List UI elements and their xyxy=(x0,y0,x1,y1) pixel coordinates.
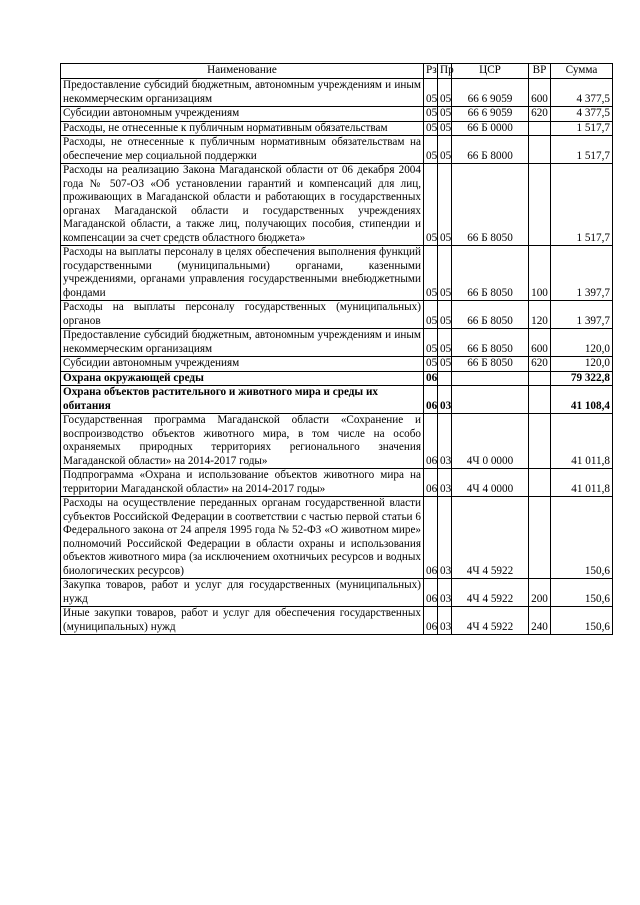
cell-name: Расходы, не отнесенные к публичным нормативным обязательствам на обеспечение мер социальной поддержки xyxy=(61,136,424,164)
cell-pr: 05 xyxy=(438,136,452,164)
cell-pr: 03 xyxy=(438,497,452,579)
cell-pr: 05 xyxy=(438,246,452,301)
cell-pr: 03 xyxy=(438,607,452,635)
cell-vr xyxy=(529,386,551,414)
cell-rz: 06 xyxy=(424,579,438,607)
cell-rz: 06 xyxy=(424,386,438,414)
table-row xyxy=(61,357,613,372)
header-csr: ЦСР xyxy=(452,64,529,79)
cell-rz: 05 xyxy=(424,121,438,136)
cell-vr: 120 xyxy=(529,301,551,329)
cell-rz: 05 xyxy=(424,246,438,301)
cell-pr: 03 xyxy=(438,579,452,607)
cell-rz: 05 xyxy=(424,136,438,164)
cell-name: Предоставление субсидий бюджетным, автономным учреждениям и иным некоммерческим организациям xyxy=(61,79,424,107)
cell-vr: 600 xyxy=(529,79,551,107)
cell-name: Предоставление субсидий бюджетным, автономным учреждениям и иным некоммерческим организациям xyxy=(61,329,424,357)
table-body xyxy=(61,79,613,635)
cell-csr: 66 Б 8050 xyxy=(452,329,529,357)
cell-name: Государственная программа Магаданской области «Сохранение и воспроизводство объектов животного мира, в том числе на особо охраняемых природных территориях регионального значения Магаданской области» на 2014-2017 годы» xyxy=(61,414,424,469)
cell-pr: 03 xyxy=(438,469,452,497)
cell-csr: 66 Б 8050 xyxy=(452,246,529,301)
cell-csr: 66 6 9059 xyxy=(452,107,529,122)
cell-sum: 150,6 xyxy=(551,579,613,607)
cell-sum: 1 517,7 xyxy=(551,164,613,246)
table-row xyxy=(61,246,613,301)
cell-csr xyxy=(452,386,529,414)
table-row xyxy=(61,301,613,329)
table-row xyxy=(61,107,613,122)
cell-rz: 06 xyxy=(424,371,438,386)
table-header-row xyxy=(61,64,613,79)
cell-sum: 1 517,7 xyxy=(551,121,613,136)
cell-csr: 66 Б 8050 xyxy=(452,357,529,372)
cell-sum: 150,6 xyxy=(551,607,613,635)
header-vr: ВР xyxy=(529,64,551,79)
table-row xyxy=(61,386,613,414)
cell-vr xyxy=(529,136,551,164)
cell-vr xyxy=(529,497,551,579)
cell-vr: 620 xyxy=(529,357,551,372)
cell-rz: 05 xyxy=(424,329,438,357)
cell-name: Закупка товаров, работ и услуг для государственных (муниципальных) нужд xyxy=(61,579,424,607)
cell-csr: 66 6 9059 xyxy=(452,79,529,107)
cell-rz: 05 xyxy=(424,107,438,122)
cell-vr xyxy=(529,164,551,246)
cell-name: Расходы, не отнесенные к публичным нормативным обязательствам xyxy=(61,121,424,136)
cell-vr xyxy=(529,121,551,136)
table-row xyxy=(61,371,613,386)
cell-csr: 66 Б 0000 xyxy=(452,121,529,136)
cell-rz: 05 xyxy=(424,79,438,107)
table-row xyxy=(61,164,613,246)
cell-csr xyxy=(452,371,529,386)
table-row xyxy=(61,414,613,469)
header-name: Наименование xyxy=(61,64,424,79)
cell-csr: 66 Б 8050 xyxy=(452,301,529,329)
cell-rz: 06 xyxy=(424,414,438,469)
cell-name: Субсидии автономным учреждениям xyxy=(61,357,424,372)
cell-name: Расходы на выплаты персоналу в целях обеспечения выполнения функций государственными (муниципальными) органами, казенными учреждениями, органами управления государственными внебюджетными фондами xyxy=(61,246,424,301)
cell-pr: 05 xyxy=(438,329,452,357)
cell-pr xyxy=(438,371,452,386)
table-row xyxy=(61,469,613,497)
header-pr: Пр xyxy=(438,64,452,79)
table-row xyxy=(61,579,613,607)
cell-csr: 4Ч 0 0000 xyxy=(452,414,529,469)
cell-csr: 4Ч 4 0000 xyxy=(452,469,529,497)
cell-rz: 05 xyxy=(424,164,438,246)
cell-rz: 06 xyxy=(424,607,438,635)
cell-rz: 06 xyxy=(424,469,438,497)
header-rz: Рз xyxy=(424,64,438,79)
table-row xyxy=(61,136,613,164)
cell-name: Расходы на осуществление переданных органам государственной власти субъектов Российской Федерации в соответствии с частью первой статьи 6 Федерального закона от 24 апреля 1995 года № 52-ФЗ «О животном мире» полномочий Российской Федерации в области охраны и использования объектов животного мира (за исключением охотничьих ресурсов и водных биологических ресурсов) xyxy=(61,497,424,579)
cell-name: Подпрограмма «Охрана и использование объектов животного мира на территории Магаданской области» на 2014-2017 годы» xyxy=(61,469,424,497)
cell-vr: 100 xyxy=(529,246,551,301)
cell-vr: 620 xyxy=(529,107,551,122)
cell-pr: 05 xyxy=(438,107,452,122)
cell-pr: 05 xyxy=(438,301,452,329)
cell-rz: 05 xyxy=(424,357,438,372)
cell-sum: 150,6 xyxy=(551,497,613,579)
cell-vr xyxy=(529,414,551,469)
cell-name: Охрана объектов растительного и животного мира и среды их обитания xyxy=(61,386,424,414)
cell-rz: 06 xyxy=(424,497,438,579)
cell-sum: 1 517,7 xyxy=(551,136,613,164)
cell-pr: 03 xyxy=(438,414,452,469)
cell-sum: 79 322,8 xyxy=(551,371,613,386)
cell-vr xyxy=(529,371,551,386)
cell-csr: 66 Б 8050 xyxy=(452,164,529,246)
cell-pr: 03 xyxy=(438,386,452,414)
cell-sum: 41 108,4 xyxy=(551,386,613,414)
cell-csr: 4Ч 4 5922 xyxy=(452,607,529,635)
cell-pr: 05 xyxy=(438,357,452,372)
table-row xyxy=(61,497,613,579)
cell-sum: 120,0 xyxy=(551,329,613,357)
cell-vr: 600 xyxy=(529,329,551,357)
cell-name: Субсидии автономным учреждениям xyxy=(61,107,424,122)
table-row xyxy=(61,607,613,635)
cell-pr: 05 xyxy=(438,164,452,246)
cell-sum: 41 011,8 xyxy=(551,414,613,469)
cell-name: Расходы на реализацию Закона Магаданской области от 06 декабря 2004 года № 507-ОЗ «Об установлении гарантий и компенсаций для лиц, проживающих в Магаданской области и работающих в государственных органах Магаданской области и государственных учреждениях Магаданской области, а также лиц, получающих пособия, стипендии и компенсации за счет средств областного бюджета» xyxy=(61,164,424,246)
cell-csr: 4Ч 4 5922 xyxy=(452,579,529,607)
cell-rz: 05 xyxy=(424,301,438,329)
cell-vr xyxy=(529,469,551,497)
table-row xyxy=(61,121,613,136)
cell-name: Охрана окружающей среды xyxy=(61,371,424,386)
cell-name: Расходы на выплаты персоналу государственных (муниципальных) органов xyxy=(61,301,424,329)
cell-csr: 66 Б 8000 xyxy=(452,136,529,164)
cell-sum: 41 011,8 xyxy=(551,469,613,497)
cell-pr: 05 xyxy=(438,121,452,136)
cell-vr: 240 xyxy=(529,607,551,635)
cell-sum: 1 397,7 xyxy=(551,301,613,329)
cell-name: Иные закупки товаров, работ и услуг для обеспечения государственных (муниципальных) нужд xyxy=(61,607,424,635)
cell-vr: 200 xyxy=(529,579,551,607)
table-row xyxy=(61,329,613,357)
budget-table xyxy=(60,63,613,635)
header-sum: Сумма xyxy=(551,64,613,79)
cell-sum: 1 397,7 xyxy=(551,246,613,301)
cell-sum: 120,0 xyxy=(551,357,613,372)
table-row xyxy=(61,79,613,107)
cell-sum: 4 377,5 xyxy=(551,107,613,122)
cell-pr: 05 xyxy=(438,79,452,107)
cell-sum: 4 377,5 xyxy=(551,79,613,107)
cell-csr: 4Ч 4 5922 xyxy=(452,497,529,579)
